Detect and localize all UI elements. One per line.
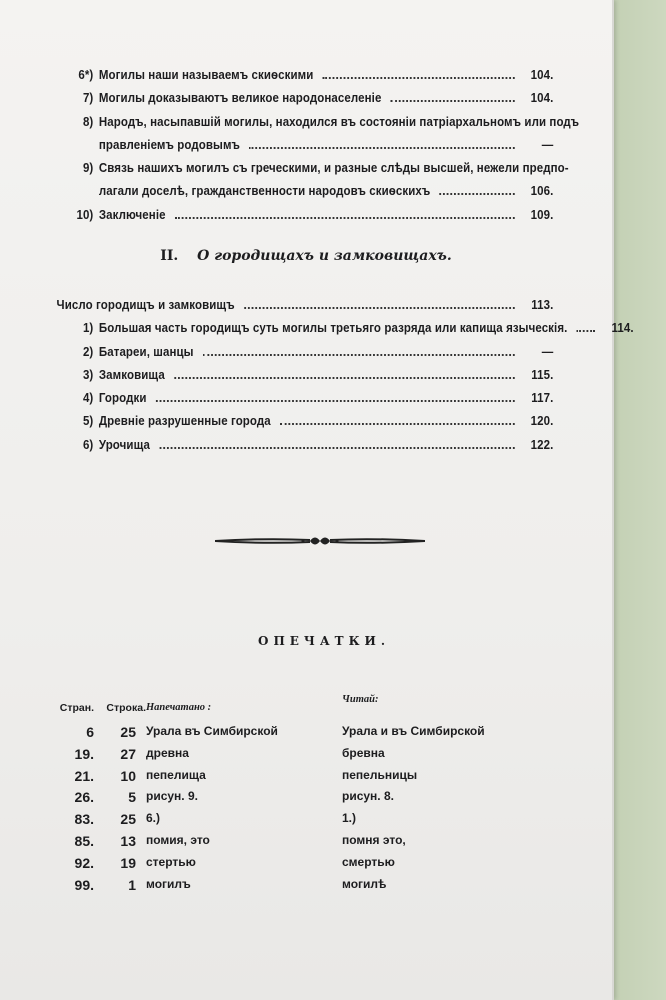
errata-read: пепельницы xyxy=(342,767,418,782)
dot-leader xyxy=(174,377,515,379)
toc-entry-text-cont: правленіемъ родовымъ xyxy=(98,137,241,152)
errata-page: 99. xyxy=(74,876,94,893)
errata-printed: 6.) xyxy=(146,811,161,826)
errata-line: 5 xyxy=(128,789,136,806)
toc-entry-page: 114. xyxy=(611,321,634,336)
toc-entry-number: 6*) xyxy=(78,68,94,82)
toc-entry-page: 115. xyxy=(531,367,554,382)
table-of-contents-part-1 xyxy=(40,68,598,231)
toc-entry-text: Урочища xyxy=(98,437,150,452)
toc-entry-text: Могилы наши называемъ скиѳскими xyxy=(98,68,314,82)
toc-entry-text: Городки xyxy=(98,391,147,406)
toc-entry-number: 6) xyxy=(82,437,94,452)
toc-entry-text: Народъ, насыпавшій могилы, находился въ состояніи патріархальномъ или подъ xyxy=(98,114,580,129)
toc-entry xyxy=(40,91,553,114)
toc-entry xyxy=(40,368,553,391)
section-numeral: II. xyxy=(160,248,179,264)
toc-entry-text: Замковища xyxy=(98,367,165,382)
errata-page: 26. xyxy=(74,789,94,806)
errata-read: 1.) xyxy=(342,811,357,826)
errata-printed: стертью xyxy=(146,854,196,869)
toc-entry-page: 104. xyxy=(530,68,554,82)
errata-read: бревна xyxy=(342,745,385,760)
toc-entry-text: Большая часть городищъ суть могилы третьяго разряда или капища языческія. xyxy=(98,321,568,336)
toc-entry xyxy=(40,208,553,231)
errata-line: 13 xyxy=(120,833,136,849)
ornament-divider xyxy=(215,532,425,550)
toc-entry-number: 4) xyxy=(82,391,94,406)
toc-entry-page: 106. xyxy=(530,184,554,199)
toc-entry xyxy=(40,414,553,437)
toc-entry-number: 2) xyxy=(82,344,94,359)
toc-entry-text: Батареи, шанцы xyxy=(98,344,194,359)
toc-entry xyxy=(40,161,569,184)
toc-entry-page: 117. xyxy=(531,391,554,406)
toc-entry-page: 109. xyxy=(530,207,554,222)
toc-entry-number: 1) xyxy=(82,321,94,336)
errata-page: 19. xyxy=(74,745,94,762)
section-heading xyxy=(0,248,612,264)
toc-entry-number: 5) xyxy=(82,414,94,429)
dot-leader xyxy=(175,217,515,219)
errata-line: 25 xyxy=(120,811,136,828)
dot-leader xyxy=(577,330,595,332)
errata-line: 1 xyxy=(128,876,136,893)
dot-leader xyxy=(203,354,515,356)
header-page: Стран. xyxy=(59,702,94,714)
toc-entry xyxy=(40,438,553,461)
errata-page: 92. xyxy=(74,854,94,871)
toc-entry-page: 104. xyxy=(530,91,554,106)
errata-printed: древна xyxy=(146,745,189,760)
toc-entry-continuation xyxy=(40,184,553,207)
errata-read: Урала и въ Симбирской xyxy=(342,724,485,738)
section-title: О городищахъ и замковищахъ. xyxy=(197,248,452,264)
errata-read: могилѣ xyxy=(342,876,387,891)
errata-page: 83. xyxy=(74,811,94,828)
errata-page: 85. xyxy=(74,833,94,849)
errata-line: 27 xyxy=(120,745,136,762)
errata-printed: помия, это xyxy=(146,833,210,847)
errata-printed: рисун. 9. xyxy=(146,789,198,804)
toc-entry-text-cont: лагали доселѣ, гражданственности народовъ скиѳскихъ xyxy=(98,184,431,199)
toc-entry-number: 9) xyxy=(82,161,94,176)
toc-entry xyxy=(40,345,553,368)
header-read: Читай: xyxy=(342,694,379,705)
toc-entry-page: — xyxy=(541,344,554,359)
toc-entry xyxy=(40,114,580,138)
header-printed: Напечатано : xyxy=(146,702,212,713)
toc-entry-continuation xyxy=(40,138,553,161)
toc-entry-text: Древніе разрушенные города xyxy=(98,414,271,429)
toc-entry xyxy=(40,298,553,321)
toc-entry-page: 122. xyxy=(530,437,554,452)
errata-read: помня это, xyxy=(342,833,406,847)
table-of-contents-part-2 xyxy=(40,298,634,461)
errata-title: ОПЕЧАТКИ. xyxy=(258,634,391,648)
errata-printed: Урала въ Симбирской xyxy=(146,724,278,738)
errata-page: 6 xyxy=(86,724,94,740)
toc-entry-number: 10) xyxy=(76,207,94,222)
toc-entry xyxy=(40,391,553,414)
dot-leader xyxy=(156,400,515,402)
errata-read: смертью xyxy=(342,854,395,869)
toc-entry xyxy=(40,321,634,344)
toc-entry-text: Число городищъ и замковищъ xyxy=(56,298,235,312)
errata-printed: могилъ xyxy=(146,876,191,891)
toc-entry-page: 120. xyxy=(530,414,554,429)
dot-leader xyxy=(159,447,515,449)
header-line: Строка. xyxy=(106,702,146,714)
dot-leader xyxy=(280,423,515,425)
toc-entry-number: 8) xyxy=(82,114,94,129)
dot-leader xyxy=(244,307,515,309)
dot-leader xyxy=(440,193,515,195)
toc-entry-text: Заключеніе xyxy=(98,207,166,222)
toc-entry-number: 7) xyxy=(82,91,94,106)
errata-printed: пепелища xyxy=(146,767,206,782)
toc-entry-number: 3) xyxy=(82,367,94,382)
dot-leader xyxy=(249,147,514,149)
errata-line: 19 xyxy=(120,854,136,871)
toc-entry-page: 113. xyxy=(531,298,554,312)
errata-line: 10 xyxy=(120,767,136,784)
toc-entry xyxy=(40,68,553,91)
toc-entry-text: Могилы доказываютъ великое народонаселеніе xyxy=(98,91,382,106)
errata-line: 25 xyxy=(120,724,136,740)
errata-page: 21. xyxy=(74,767,94,784)
toc-entry-page: — xyxy=(541,137,554,152)
dot-leader xyxy=(391,100,515,102)
toc-entry-text: Связь нашихъ могилъ съ греческими, и разные слѣды высшей, нежели предпо- xyxy=(98,161,569,176)
dot-leader xyxy=(323,77,515,79)
errata-read: рисун. 8. xyxy=(342,789,394,804)
